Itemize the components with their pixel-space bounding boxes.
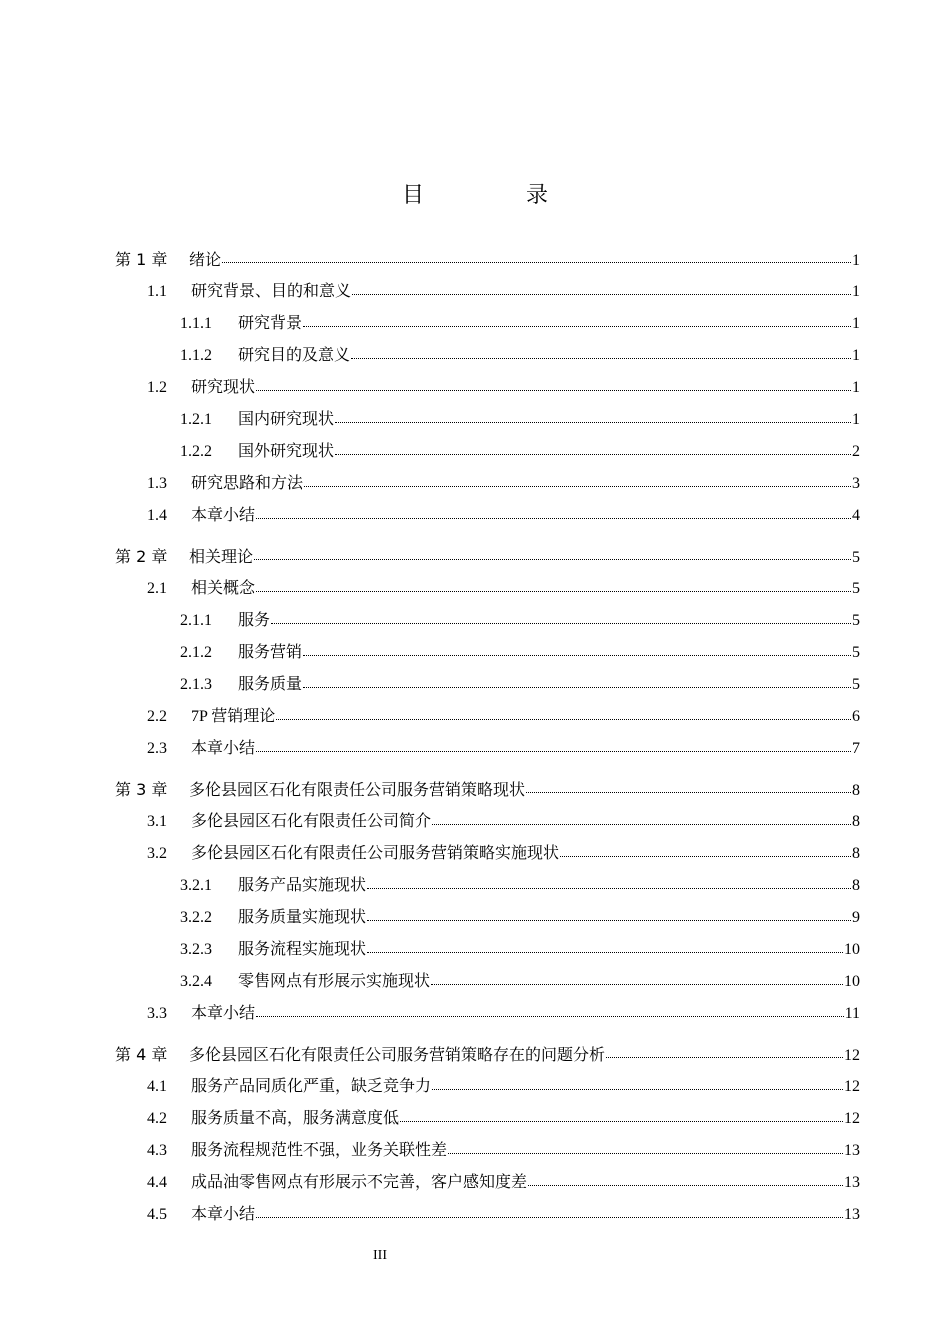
toc-entry-title: 绪论 bbox=[189, 250, 222, 269]
toc-entry-title: 多伦县园区石化有限责任公司服务营销策略存在的问题分析 bbox=[189, 1045, 606, 1064]
toc-entry-page: 1 bbox=[852, 283, 860, 300]
toc-leader-dots bbox=[303, 654, 851, 656]
page-title: 目 录 bbox=[401, 183, 588, 208]
toc-leader-dots bbox=[256, 1015, 844, 1017]
toc-subsection-entry[interactable] bbox=[115, 669, 860, 701]
toc-leader-dots bbox=[526, 791, 851, 793]
toc-entry-title: 服务产品同质化严重，缺乏竞争力 bbox=[191, 1078, 432, 1095]
toc-entry-number: 3.2.4 bbox=[180, 973, 212, 990]
toc-entry-page: 2 bbox=[852, 443, 860, 460]
toc-entry-number: 3.2 bbox=[147, 845, 167, 862]
toc-entry-title: 服务流程实施现状 bbox=[238, 941, 367, 958]
toc-entry-title: 本章小结 bbox=[191, 507, 256, 524]
toc-leader-dots bbox=[271, 622, 851, 624]
toc-section-entry[interactable] bbox=[115, 998, 860, 1030]
toc-section-entry[interactable] bbox=[115, 733, 860, 765]
toc-entry-page: 5 bbox=[852, 549, 860, 566]
toc-entry-title: 相关概念 bbox=[191, 580, 256, 597]
toc-entry-page: 1 bbox=[852, 347, 860, 364]
toc-entry-page: 1 bbox=[852, 252, 860, 269]
table-of-contents bbox=[115, 244, 860, 1231]
toc-leader-dots bbox=[367, 887, 851, 889]
toc-chapter-entry[interactable] bbox=[115, 1039, 860, 1071]
toc-entry-number: 2.1 bbox=[147, 580, 167, 597]
toc-entry-title: 本章小结 bbox=[191, 1005, 256, 1022]
toc-entry-number: 3.2.2 bbox=[180, 909, 212, 926]
toc-section-entry[interactable] bbox=[115, 573, 860, 605]
toc-entry-number: 2.2 bbox=[147, 708, 167, 725]
toc-leader-dots bbox=[303, 686, 851, 688]
toc-entry-number: 第 2 章 bbox=[115, 547, 168, 566]
toc-subsection-entry[interactable] bbox=[115, 340, 860, 372]
toc-leader-dots bbox=[448, 1152, 843, 1154]
toc-entry-page: 8 bbox=[852, 813, 860, 830]
toc-leader-dots bbox=[304, 485, 851, 487]
toc-leader-dots bbox=[256, 517, 851, 519]
toc-leader-dots bbox=[335, 453, 851, 455]
toc-entry-title: 研究背景、目的和意义 bbox=[191, 283, 352, 300]
toc-subsection-entry[interactable] bbox=[115, 404, 860, 436]
toc-entry-title: 服务质量实施现状 bbox=[238, 909, 367, 926]
toc-entry-title: 本章小结 bbox=[191, 1206, 256, 1223]
toc-leader-dots bbox=[606, 1056, 843, 1058]
toc-entry-title: 7P 营销理论 bbox=[191, 708, 276, 725]
toc-leader-dots bbox=[400, 1120, 843, 1122]
toc-entry-title: 服务营销 bbox=[238, 644, 303, 661]
toc-section-entry[interactable] bbox=[115, 1167, 860, 1199]
toc-leader-dots bbox=[303, 325, 851, 327]
toc-entry-page: 8 bbox=[852, 782, 860, 799]
toc-leader-dots bbox=[276, 718, 851, 720]
toc-entry-page: 5 bbox=[852, 676, 860, 693]
toc-entry-page: 5 bbox=[852, 580, 860, 597]
toc-entry-page: 8 bbox=[852, 877, 860, 894]
toc-entry-page: 3 bbox=[852, 475, 860, 492]
toc-entry-title: 服务产品实施现状 bbox=[238, 877, 367, 894]
toc-entry-number: 4.3 bbox=[147, 1142, 167, 1159]
toc-entry-title: 国外研究现状 bbox=[238, 443, 335, 460]
toc-section-entry[interactable] bbox=[115, 838, 860, 870]
toc-entry-page: 10 bbox=[844, 973, 860, 990]
toc-subsection-entry[interactable] bbox=[115, 966, 860, 998]
toc-leader-dots bbox=[352, 293, 851, 295]
toc-entry-page: 13 bbox=[844, 1174, 860, 1191]
toc-entry-number: 3.2.1 bbox=[180, 877, 212, 894]
toc-entry-page: 1 bbox=[852, 411, 860, 428]
toc-entry-title: 服务流程规范性不强，业务关联性差 bbox=[191, 1142, 448, 1159]
toc-entry-page: 1 bbox=[852, 379, 860, 396]
toc-entry-number: 2.1.1 bbox=[180, 612, 212, 629]
toc-entry-title: 相关理论 bbox=[189, 547, 254, 566]
toc-leader-dots bbox=[528, 1184, 843, 1186]
toc-entry-title: 多伦县园区石化有限责任公司服务营销策略实施现状 bbox=[191, 845, 560, 862]
toc-entry-title: 多伦县园区石化有限责任公司服务营销策略现状 bbox=[189, 780, 526, 799]
toc-entry-page: 8 bbox=[852, 845, 860, 862]
toc-subsection-entry[interactable] bbox=[115, 870, 860, 902]
toc-leader-dots bbox=[432, 823, 851, 825]
toc-entry-page: 12 bbox=[844, 1110, 860, 1127]
toc-entry-page: 13 bbox=[844, 1206, 860, 1223]
toc-entry-title: 国内研究现状 bbox=[238, 411, 335, 428]
toc-leader-dots bbox=[431, 983, 843, 985]
toc-entry-number: 第 3 章 bbox=[115, 780, 168, 799]
toc-subsection-entry[interactable] bbox=[115, 308, 860, 340]
toc-entry-number: 1.2 bbox=[147, 379, 167, 396]
toc-leader-dots bbox=[335, 421, 851, 423]
toc-entry-title: 服务 bbox=[238, 612, 271, 629]
toc-entry-number: 2.1.2 bbox=[180, 644, 212, 661]
toc-entry-number: 4.4 bbox=[147, 1174, 167, 1191]
toc-section-entry[interactable] bbox=[115, 500, 860, 532]
toc-entry-page: 5 bbox=[852, 612, 860, 629]
toc-entry-page: 5 bbox=[852, 644, 860, 661]
toc-entry-title: 零售网点有形展示实施现状 bbox=[238, 973, 431, 990]
toc-chapter-entry[interactable] bbox=[115, 774, 860, 806]
toc-entry-number: 第 4 章 bbox=[115, 1045, 168, 1064]
toc-entry-number: 2.3 bbox=[147, 740, 167, 757]
toc-section-entry[interactable] bbox=[115, 1071, 860, 1103]
toc-leader-dots bbox=[432, 1088, 843, 1090]
toc-entry-page: 9 bbox=[852, 909, 860, 926]
toc-leader-dots bbox=[222, 261, 851, 263]
toc-entry-number: 2.1.3 bbox=[180, 676, 212, 693]
toc-entry-page: 1 bbox=[852, 315, 860, 332]
toc-subsection-entry[interactable] bbox=[115, 902, 860, 934]
toc-subsection-entry[interactable] bbox=[115, 605, 860, 637]
toc-entry-number: 3.2.3 bbox=[180, 941, 212, 958]
toc-entry-number: 4.1 bbox=[147, 1078, 167, 1095]
toc-entry-title: 研究现状 bbox=[191, 379, 256, 396]
toc-leader-dots bbox=[351, 357, 851, 359]
toc-entry-number: 1.3 bbox=[147, 475, 167, 492]
toc-section-entry[interactable] bbox=[115, 1135, 860, 1167]
toc-entry-number: 3.1 bbox=[147, 813, 167, 830]
toc-entry-number: 1.1.2 bbox=[180, 347, 212, 364]
toc-entry-page: 6 bbox=[852, 708, 860, 725]
toc-entry-page: 7 bbox=[852, 740, 860, 757]
toc-leader-dots bbox=[256, 750, 851, 752]
toc-chapter-entry[interactable] bbox=[115, 541, 860, 573]
toc-subsection-entry[interactable] bbox=[115, 934, 860, 966]
toc-entry-number: 1.2.2 bbox=[180, 443, 212, 460]
toc-entry-number: 4.5 bbox=[147, 1206, 167, 1223]
toc-entry-number: 1.2.1 bbox=[180, 411, 212, 428]
toc-entry-page: 4 bbox=[852, 507, 860, 524]
toc-entry-page: 10 bbox=[844, 941, 860, 958]
toc-entry-page: 13 bbox=[844, 1142, 860, 1159]
toc-section-entry[interactable] bbox=[115, 701, 860, 733]
toc-section-entry[interactable] bbox=[115, 276, 860, 308]
toc-entry-page: 12 bbox=[844, 1047, 860, 1064]
toc-leader-dots bbox=[256, 1216, 843, 1218]
toc-subsection-entry[interactable] bbox=[115, 436, 860, 468]
toc-subsection-entry[interactable] bbox=[115, 637, 860, 669]
toc-entry-page: 12 bbox=[844, 1078, 860, 1095]
toc-entry-number: 3.3 bbox=[147, 1005, 167, 1022]
toc-entry-title: 研究思路和方法 bbox=[191, 475, 304, 492]
toc-chapter-entry[interactable] bbox=[115, 244, 860, 276]
toc-entry-title: 多伦县园区石化有限责任公司简介 bbox=[191, 813, 432, 830]
toc-entry-number: 1.1 bbox=[147, 283, 167, 300]
toc-entry-number: 4.2 bbox=[147, 1110, 167, 1127]
toc-entry-number: 第 1 章 bbox=[115, 250, 168, 269]
toc-entry-title: 服务质量不高，服务满意度低 bbox=[191, 1110, 400, 1127]
toc-section-entry[interactable] bbox=[115, 372, 860, 404]
toc-leader-dots bbox=[367, 919, 851, 921]
toc-entry-title: 成品油零售网点有形展示不完善，客户感知度差 bbox=[191, 1174, 528, 1191]
toc-section-entry[interactable] bbox=[115, 806, 860, 838]
toc-section-entry[interactable] bbox=[115, 1103, 860, 1135]
toc-leader-dots bbox=[560, 855, 851, 857]
toc-entry-title: 研究背景 bbox=[238, 315, 303, 332]
toc-entry-title: 服务质量 bbox=[238, 676, 303, 693]
toc-section-entry[interactable] bbox=[115, 468, 860, 500]
toc-entry-title: 本章小结 bbox=[191, 740, 256, 757]
toc-leader-dots bbox=[367, 951, 843, 953]
toc-leader-dots bbox=[256, 590, 851, 592]
toc-leader-dots bbox=[254, 558, 851, 560]
toc-entry-number: 1.4 bbox=[147, 507, 167, 524]
toc-leader-dots bbox=[256, 389, 851, 391]
toc-entry-page: 11 bbox=[844, 1005, 860, 1022]
toc-section-entry[interactable] bbox=[115, 1199, 860, 1231]
toc-entry-number: 1.1.1 bbox=[180, 315, 212, 332]
page-number-footer: III bbox=[373, 1248, 387, 1263]
toc-entry-title: 研究目的及意义 bbox=[238, 347, 351, 364]
